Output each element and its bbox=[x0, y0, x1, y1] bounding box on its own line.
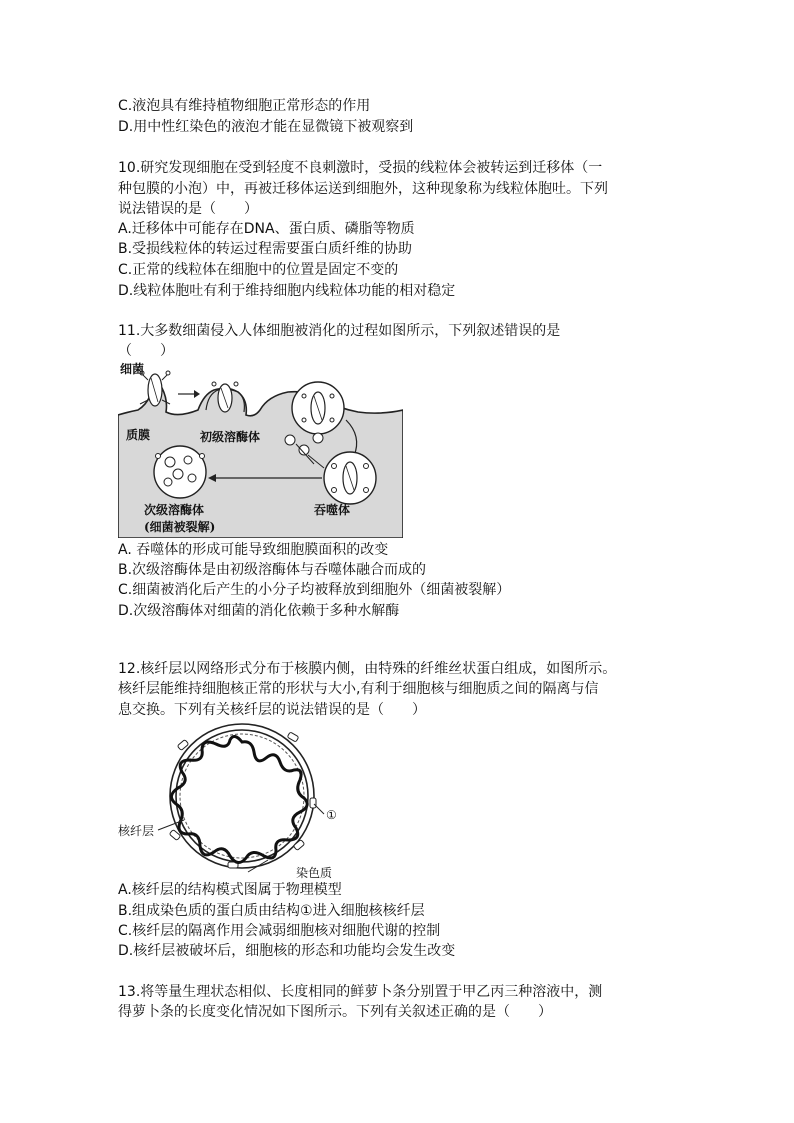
q10-stem-line-1: 10.研究发现细胞在受到轻度不良刺激时，受损的线粒体会被转运到迁移体（一 bbox=[118, 160, 603, 176]
q12-option-a: A.核纤层的结构模式图属于物理模型 bbox=[118, 882, 342, 898]
q11-option-c: C.细菌被消化后产生的小分子均被释放到细胞外（细菌被裂解） bbox=[118, 582, 511, 598]
phagosome bbox=[324, 452, 376, 504]
q12-stem-line-1: 12.核纤层以网络形式分布于核膜内侧，由特殊的纤维丝状蛋白组成，如图所示。 bbox=[118, 661, 617, 677]
label-phagosome: 吞噬体 bbox=[314, 503, 351, 517]
label-bacteria: 细菌 bbox=[120, 362, 145, 376]
q12-option-b: B.组成染色质的蛋白质由结构①进入细胞核核纤层 bbox=[118, 903, 425, 919]
nuclear-lamina-figure bbox=[118, 722, 358, 880]
label-chromatin: 染色质 bbox=[296, 866, 333, 880]
q12-stem-line-2: 核纤层能维持细胞核正常的形状与大小,有利于细胞核与细胞质之间的隔离与信 bbox=[118, 681, 599, 697]
label-primary-lysosome: 初级溶酶体 bbox=[200, 430, 261, 444]
q10-option-c: C.正常的线粒体在细胞中的位置是固定不变的 bbox=[118, 262, 399, 278]
q13-stem-line-2: 得萝卜条的长度变化情况如下图所示。下列有关叙述正确的是（ ） bbox=[118, 1004, 552, 1020]
q11-stem-line-2: （ ） bbox=[118, 343, 174, 359]
phagocytosis-figure bbox=[118, 360, 403, 538]
q10-option-b: B.受损线粒体的转运过程需要蛋白质纤维的协助 bbox=[118, 241, 413, 257]
label-secondary-lysosome: 次级溶酶体 bbox=[144, 503, 205, 517]
q9-option-c: C.液泡具有维持植物细胞正常形态的作用 bbox=[118, 98, 371, 114]
q10-stem-line-2: 种包膜的小泡）中，再被迁移体运送到细胞外，这种现象称为线粒体胞吐。下列 bbox=[118, 181, 608, 197]
q10-option-d: D.线粒体胞吐有利于维持细胞内线粒体功能的相对稳定 bbox=[118, 283, 456, 299]
q11-option-b: B.次级溶酶体是由初级溶酶体与吞噬体融合而成的 bbox=[118, 562, 427, 578]
label-nuclear-lamina: 核纤层 bbox=[118, 824, 155, 838]
secondary-lysosome bbox=[154, 446, 206, 498]
q11-option-d: D.次级溶酶体对细菌的消化依赖于多种水解酶 bbox=[118, 603, 400, 619]
q12-option-c: C.核纤层的隔离作用会减弱细胞核对细胞代谢的控制 bbox=[118, 923, 441, 939]
q9-option-d: D.用中性红染色的液泡才能在显微镜下被观察到 bbox=[118, 119, 414, 135]
q12-option-d: D.核纤层被破坏后，细胞核的形态和功能均会发生改变 bbox=[118, 943, 456, 959]
label-bacteria-lysed: (细菌被裂解) bbox=[144, 520, 216, 534]
q10-option-a: A.迁移体中可能存在DNA、蛋白质、磷脂等物质 bbox=[118, 221, 415, 237]
q11-stem-line-1: 11.大多数细菌侵入人体细胞被消化的过程如图所示，下列叙述错误的是 bbox=[118, 323, 561, 339]
label-plasma-membrane: 质膜 bbox=[126, 428, 151, 442]
q11-option-a: A. 吞噬体的形成可能导致细胞膜面积的改变 bbox=[118, 542, 389, 558]
phagosome-forming bbox=[292, 382, 344, 434]
q10-stem-line-3: 说法错误的是（ ） bbox=[118, 201, 258, 217]
q12-stem-line-3: 息交换。下列有关核纤层的说法错误的是（ ） bbox=[118, 702, 426, 718]
q13-stem-line-1: 13.将等量生理状态相似、长度相同的鲜萝卜条分别置于甲乙丙三种溶液中，测 bbox=[118, 984, 603, 1000]
nuclear-lamina-diagram bbox=[118, 722, 358, 880]
label-structure-1: ① bbox=[326, 808, 337, 822]
